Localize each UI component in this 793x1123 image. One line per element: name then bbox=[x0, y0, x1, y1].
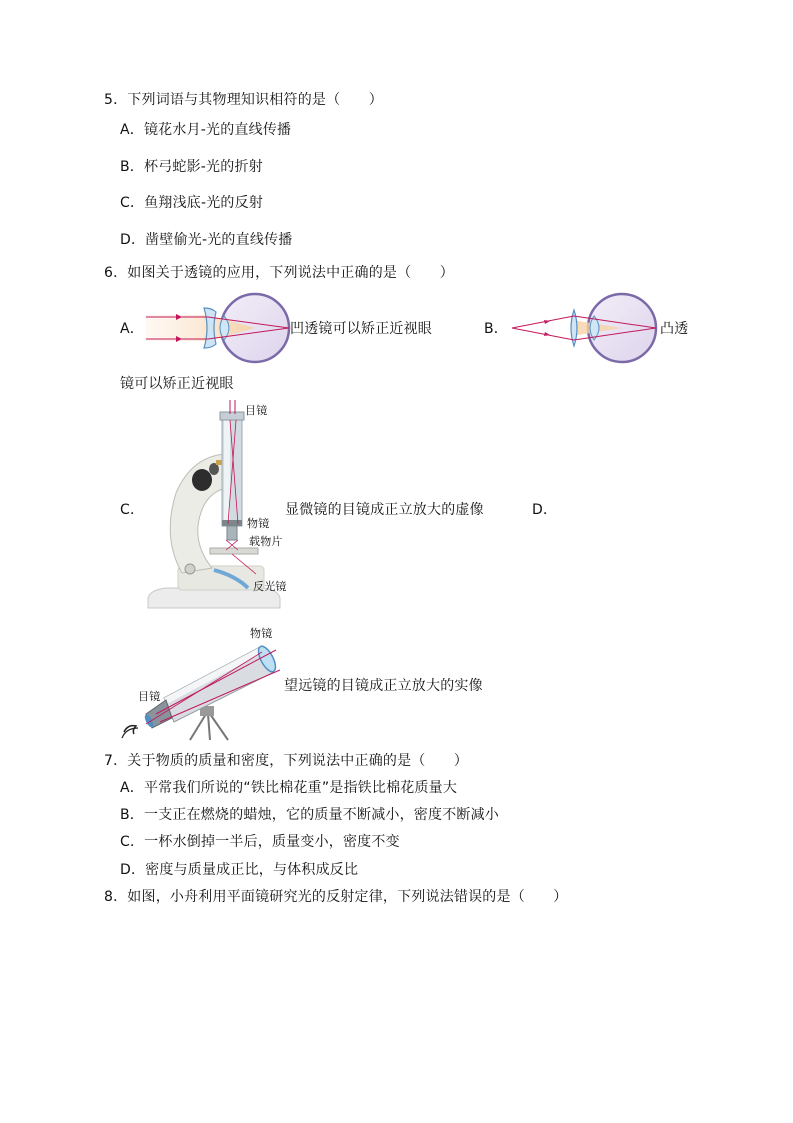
q6-option-b-continued: 镜可以矫正近视眼 bbox=[120, 376, 234, 392]
q7-option-b: B．一支正在燃烧的蜡烛，它的质量不断减小，密度不断减小 bbox=[120, 807, 500, 823]
q7-option-a: A．平常我们所说的“铁比棉花重”是指铁比棉花质量大 bbox=[120, 780, 458, 796]
microscope-objective-label: 物镜 bbox=[247, 517, 270, 530]
microscope-slide-label: 载物片 bbox=[249, 535, 283, 548]
q6-stem: 6．如图关于透镜的应用，下列说法中正确的是（ ） bbox=[104, 265, 454, 281]
q7-option-c: C．一杯水倒掉一半后，质量变小，密度不变 bbox=[120, 834, 400, 850]
telescope-objective-label: 物镜 bbox=[250, 627, 273, 640]
q5-option-d: D．凿壁偷光-光的直线传播 bbox=[120, 232, 293, 248]
concave-lens-eye-diagram bbox=[146, 292, 296, 364]
q6-option-a-text: 凹透镜可以矫正近视眼 bbox=[290, 321, 432, 337]
convex-lens-eye-diagram bbox=[510, 292, 660, 364]
q6-option-c-text: 显微镜的目镜成正立放大的虚像 bbox=[285, 502, 484, 518]
q7-option-d: D．密度与质量成正比，与体积成反比 bbox=[120, 862, 359, 878]
q7-stem: 7．关于物质的质量和密度，下列说法中正确的是（ ） bbox=[104, 753, 469, 769]
microscope-eyepiece-label: 目镜 bbox=[245, 404, 268, 417]
q5-option-a: A．镜花水月-光的直线传播 bbox=[120, 122, 292, 138]
q5-option-b: B．杯弓蛇影-光的折射 bbox=[120, 159, 263, 175]
q6-option-b-prefix: B． bbox=[484, 321, 509, 337]
q6-option-b-text: 凸透 bbox=[660, 321, 689, 337]
q5-option-c: C．鱼翔浅底-光的反射 bbox=[120, 195, 264, 211]
q8-stem: 8．如图，小舟利用平面镜研究光的反射定律，下列说法错误的是（ ） bbox=[104, 889, 568, 905]
q6-option-c-prefix: C． bbox=[120, 502, 145, 518]
q6-option-a-prefix: A． bbox=[120, 321, 144, 337]
q6-option-d-prefix: D． bbox=[532, 502, 558, 518]
telescope-diagram bbox=[116, 628, 281, 740]
microscope-mirror-label: 反光镜 bbox=[253, 580, 287, 593]
telescope-eyepiece-label: 目镜 bbox=[138, 690, 161, 703]
q6-option-d-text: 望远镜的目镜成正立放大的实像 bbox=[284, 678, 483, 694]
q5-stem: 5．下列词语与其物理知识相符的是（ ） bbox=[104, 92, 383, 108]
